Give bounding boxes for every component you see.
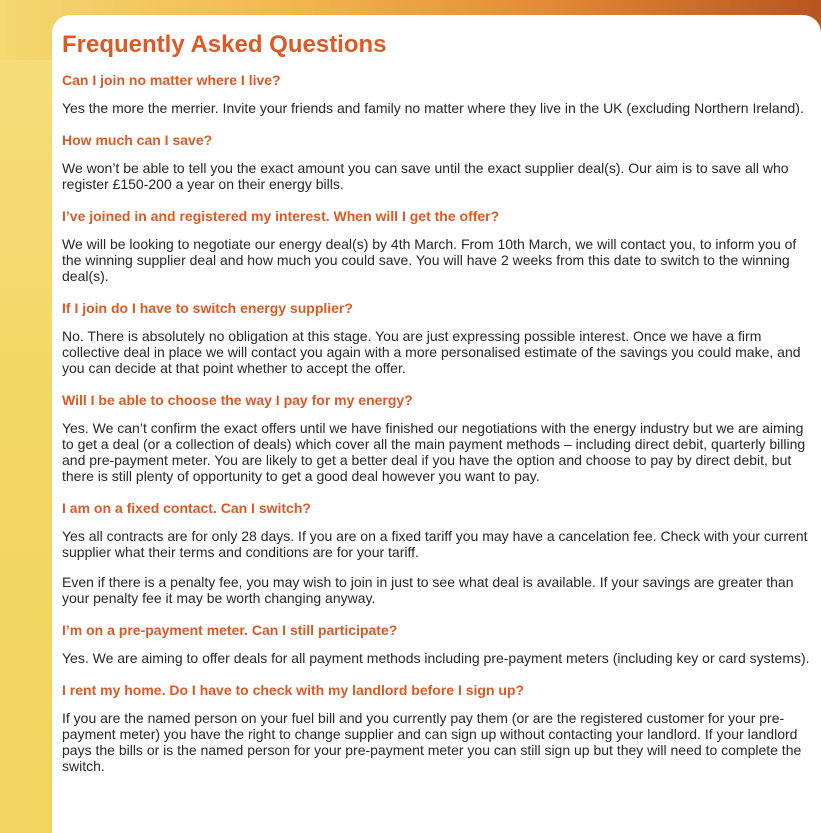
faq-answer: Even if there is a penalty fee, you may wish to join in just to see what deal is available. If your savings are greater than your penalty fee it may be worth changing anyway. — [62, 574, 794, 606]
faq-question: Will I be able to choose the way I pay for my energy? — [62, 392, 413, 408]
faq-question: I am on a fixed contact. Can I switch? — [62, 500, 311, 516]
faq-item — [62, 130, 811, 192]
faq-answer: Yes. We are aiming to offer deals for all payment methods including pre-payment meters (including key or card systems). — [62, 650, 810, 666]
faq-answer: Yes all contracts are for only 28 days. If you are on a fixed tariff you may have a cancelation fee. Check with your current supplier what their terms and conditions are for your tariff. — [62, 528, 808, 560]
faq-question: If I join do I have to switch energy supplier? — [62, 300, 353, 316]
faq-answer: No. There is absolutely no obligation at this stage. You are just expressing possible interest. Once we have a firm collective deal in place we will contact you again with a more personalised estimate of the savings you could make, and you can decide at that point whether to accept the offer. — [62, 328, 801, 376]
faq-item — [62, 498, 811, 606]
faq-question: I rent my home. Do I have to check with my landlord before I sign up? — [62, 682, 525, 698]
faq-question: I’m on a pre-payment meter. Can I still participate? — [62, 622, 398, 638]
faq-item — [62, 70, 811, 116]
faq-item — [62, 298, 811, 376]
faq-panel — [52, 15, 821, 833]
faq-question: Can I join no matter where I live? — [62, 72, 281, 88]
faq-item — [62, 390, 811, 484]
faq-answer: We won’t be able to tell you the exact amount you can save until the exact supplier deal(s). Our aim is to save all who register £150-200 a year on their energy bills. — [62, 160, 789, 192]
faq-answer: Yes the more the merrier. Invite your friends and family no matter where they live in the UK (excluding Northern Ireland). — [62, 100, 804, 116]
faq-item — [62, 206, 811, 284]
faq-question: I’ve joined in and registered my interest. When will I get the offer? — [62, 208, 500, 224]
faq-answer: Yes. We can’t confirm the exact offers until we have finished our negotiations with the energy industry but we are aiming to get a deal (or a collection of deals) which cover all the main payment methods – including direct debit, quarterly billing and pre-payment meter. You are likely to get a better deal if you have the option and choose to pay by direct debit, but there is still plenty of opportunity to get a good deal however you want to pay. — [62, 420, 806, 484]
faq-answer: If you are the named person on your fuel bill and you currently pay them (or are the registered customer for your pre-payment meter) you have the right to change supplier and can sign up without contacting your landlord. If your landlord pays the bills or is the named person for your pre-payment meter you can still sign up but they will need to complete the switch. — [62, 710, 802, 774]
faq-item — [62, 620, 811, 666]
faq-question: How much can I save? — [62, 132, 213, 148]
page-title: Frequently Asked Questions — [62, 31, 387, 58]
faq-answer: We will be looking to negotiate our energy deal(s) by 4th March. From 10th March, we will contact you, to inform you of the winning supplier deal and how much you could save. You will have 2 weeks from this date to switch to the winning deal(s). — [62, 236, 797, 284]
faq-item — [62, 680, 811, 774]
